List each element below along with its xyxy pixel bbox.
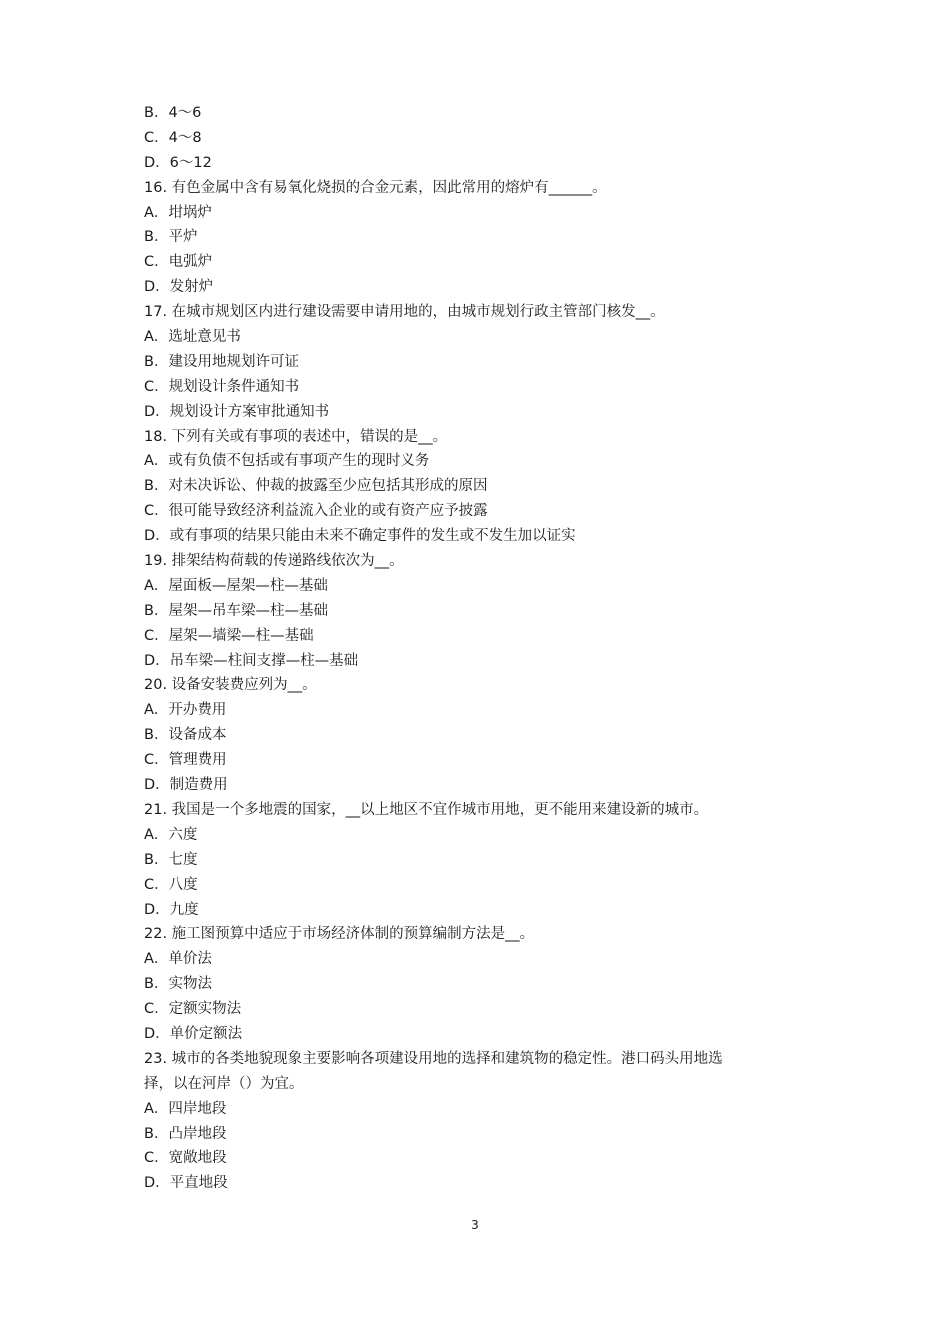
answer-option: A．选址意见书 [144,329,241,346]
question-list [144,101,814,1196]
answer-option: C．规划设计条件通知书 [144,378,300,395]
answer-option: B．平炉 [144,229,198,246]
answer-option: C．很可能导致经济利益流入企业的或有资产应予披露 [144,503,488,520]
answer-option: B．屋架—吊车梁—柱—基础 [144,602,328,619]
answer-option: A．坩埚炉 [144,204,212,221]
question-stem: 18. 下列有关或有事项的表述中，错误的是__。 [144,428,448,445]
answer-option: A．四岸地段 [144,1100,227,1117]
answer-option: C．定额实物法 [144,1001,242,1018]
answer-option: B．实物法 [144,976,212,993]
answer-option: A．屋面板—屋架—柱—基础 [144,577,328,594]
answer-option: B．设备成本 [144,727,227,744]
answer-option: B．4～6 [144,105,202,121]
question-stem: 16. 有色金属中含有易氧化烧损的合金元素，因此常用的熔炉有______。 [144,179,607,196]
answer-option: D．制造费用 [144,777,228,794]
page-number: 3 [471,1218,479,1232]
question-stem-continuation: 择，以在河岸（）为宜。 [144,1075,304,1092]
answer-option: A．开办费用 [144,702,227,719]
answer-option: B．建设用地规划许可证 [144,353,299,370]
answer-option: B．凸岸地段 [144,1125,227,1142]
answer-option: D．发射炉 [144,279,214,296]
question-stem: 20. 设备安装费应列为__。 [144,677,317,694]
question-stem: 17. 在城市规划区内进行建设需要申请用地的，由城市规划行政主管部门核发__。 [144,304,665,321]
answer-option: D．或有事项的结果只能由未来不确定事件的发生或不发生加以证实 [144,528,576,545]
question-stem: 23. 城市的各类地貌现象主要影响各项建设用地的选择和建筑物的稳定性。港口码头用地选 [144,1050,723,1067]
answer-option: D．平直地段 [144,1175,228,1192]
answer-option: A．或有负债不包括或有事项产生的现时义务 [144,453,430,470]
answer-option: B．七度 [144,851,198,868]
answer-option: A．六度 [144,826,198,843]
question-stem: 22. 施工图预算中适应于市场经济体制的预算编制方法是__。 [144,926,535,943]
question-stem: 19. 排架结构荷载的传递路线依次为__。 [144,553,404,570]
answer-option: C．宽敞地段 [144,1150,227,1167]
answer-option: D．规划设计方案审批通知书 [144,403,330,420]
answer-option: A．单价法 [144,951,212,968]
answer-option: B．对未决诉讼、仲裁的披露至少应包括其形成的原因 [144,478,488,495]
answer-option: D．单价定额法 [144,1025,243,1042]
answer-option: C．4～8 [144,129,202,146]
answer-option: C．屋架—墙梁—柱—基础 [144,627,314,644]
answer-option: D．吊车梁—柱间支撑—柱—基础 [144,652,359,669]
answer-option: D．九度 [144,901,199,918]
answer-option: C．八度 [144,876,198,893]
answer-option: D．6～12 [144,154,212,171]
answer-option: C．管理费用 [144,752,227,769]
answer-option: C．电弧炉 [144,254,213,271]
question-stem: 21. 我国是一个多地震的国家，__以上地区不宜作城市用地，更不能用来建设新的城市。 [144,801,709,818]
